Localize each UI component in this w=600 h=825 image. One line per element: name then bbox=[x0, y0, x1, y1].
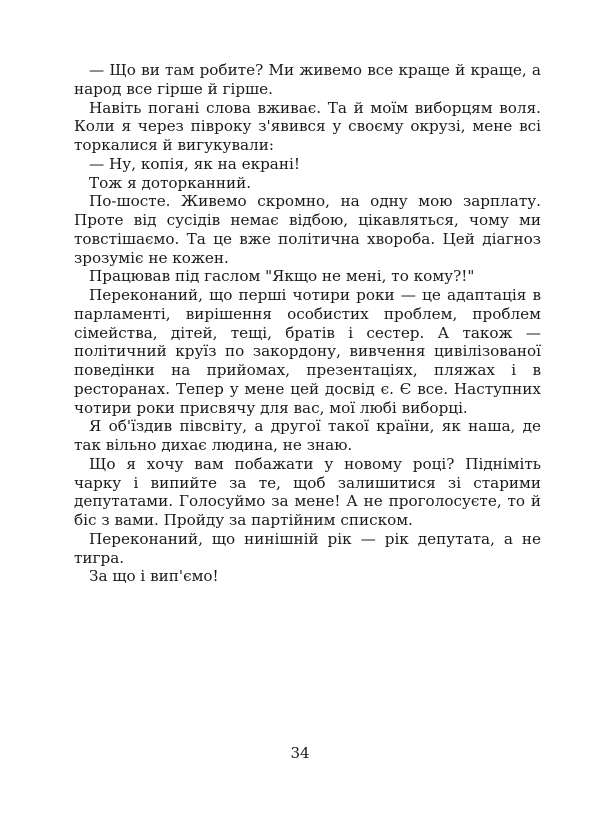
paragraph-9: Що я хочу вам побажати у новому році? Підніміть чарку і випийте за те, щоб залишитися зі старими депутатами. Голосуймо за мене! А не проголосуєте, то й біс з вами. Пройду за партійним списком. bbox=[74, 454, 541, 529]
paragraph-2: Навіть погані слова вживає. Та й моїм виборцям воля. Коли я через півроку з'явився у своєму окрузі, мене всі торкалися й вигукували: bbox=[74, 98, 541, 154]
paragraph-1: — Що ви там робите? Ми живемо все краще й краще, а народ все гірше й гірше. bbox=[74, 61, 541, 98]
paragraph-3: — Ну, копія, як на екрані! bbox=[89, 154, 300, 173]
paragraph-8: Я об'їздив півсвіту, а другої такої країни, як наша, де так вільно дихає людина, не знаю. bbox=[74, 417, 541, 454]
paragraph-6: Працював під гаслом "Якщо не мені, то кому?!" bbox=[89, 267, 475, 286]
paragraph-7: Переконаний, що перші чотири роки — це адаптація в парламенті, вирішення особистих проблем, проблем сімейства, дітей, тещі, братів і сестер. А також — політичний круїз по закордону, вивчення цивілізованої поведінки на прийомах, презентаціях, пляжах і в ресторанах. Тепер у мене цей досвід є. Є все. Наступних чотири роки присвячу для вас, мої любі виборці. bbox=[74, 286, 541, 417]
page-body bbox=[74, 61, 541, 586]
paragraph-11: За що і вип'ємо! bbox=[89, 567, 219, 586]
paragraph-5: По-шосте. Живемо скромно, на одну мою зарплату. Проте від сусідів немає відбою, цікавляться, чому ми товстішаємо. Та це вже політична хвороба. Цей діагноз зрозуміє не кожен. bbox=[74, 192, 541, 267]
page-number: 34 bbox=[290, 744, 310, 762]
paragraph-4: Тож я доторканний. bbox=[89, 173, 252, 192]
paragraph-10: Переконаний, що нинішній рік — рік депутата, а не тигра. bbox=[74, 529, 541, 567]
